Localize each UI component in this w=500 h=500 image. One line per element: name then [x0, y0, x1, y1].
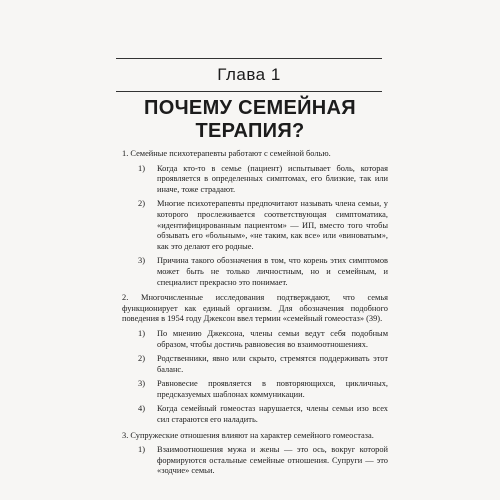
list-item-text: Равновесие проявляется в повторяющихся, цикличных, предсказуемых шаблонах коммуникации. [157, 379, 388, 399]
list-item [122, 256, 388, 288]
list-item-text: Взаимоотношения мужа и жены — это ось, вокруг которой формируются остальные семейные отношения. Супруги — это «зодчие» семьи. [157, 445, 388, 476]
list-item-number: 1) [138, 328, 145, 338]
list-item-text: Когда семейный гомеостаз нарушается, члены семьи изо всех сил стараются его наладить. [157, 404, 388, 425]
list-item [122, 379, 388, 400]
numbered-list [122, 164, 388, 289]
chapter-title-line-2: ТЕРАПИЯ? [195, 120, 305, 142]
section-2 [122, 293, 388, 426]
list-item [122, 404, 388, 425]
section-lead: 3. Супружеские отношения влияют на характер семейного гомеостаза. [122, 430, 374, 440]
list-item-number: 2) [138, 199, 145, 209]
chapter-label: Глава 1 [217, 65, 281, 84]
list-item-number: 3) [138, 256, 145, 266]
section-lead: 1. Семейные психотерапевты работают с семейной болью. [122, 149, 331, 158]
chapter-title-line-1: ПОЧЕМУ СЕМЕЙНАЯ [144, 97, 356, 119]
list-item-text: По мнению Джексона, члены семьи ведут себя подобным образом, чтобы достичь равновесия во взаимоотношениях. [157, 328, 388, 349]
numbered-list [122, 329, 388, 426]
list-item-number: 1) [138, 163, 145, 173]
list-item-number: 2) [138, 354, 145, 364]
list-item [122, 354, 388, 375]
section-1 [122, 149, 388, 288]
list-item-number: 3) [138, 379, 145, 389]
section-lead: 2. Многочисленные исследования подтверждают, что семья функционирует как единый организм. Для обозначения подобного поведения в 1954 году Джексон ввел термин «семейный гомеостаз» (39). [122, 293, 388, 324]
list-item [122, 329, 388, 350]
list-item [122, 164, 388, 196]
list-item-text: Причина такого обозначения в том, что корень этих симптомов может быть не только личностным, но и семейным, и специалист прекрасно это понимает. [157, 256, 388, 287]
chapter-header [116, 58, 382, 92]
section-3 [122, 431, 388, 477]
list-item-text: Родственники, явно или скрыто, стремятся поддерживать этот баланс. [157, 354, 388, 374]
list-item [122, 445, 388, 477]
numbered-list [122, 445, 388, 477]
list-item-text: Многие психотерапевты предпочитают называть члена семьи, у которого прослеживается соответствующая симптоматика, «идентифицированным пациентом» — ИП, вместо того чтобы обзывать его «больным», «не таким, как все» или «виноватым», как это делают его родные. [157, 199, 388, 251]
chapter-title [100, 97, 400, 143]
body-text [122, 149, 388, 482]
list-item-number: 4) [138, 404, 145, 414]
list-item-text: Когда кто-то в семье (пациент) испытывает боль, которая проявляется в определенных симптомах, его близкие, так или иначе, тоже страдают. [157, 163, 388, 194]
list-item [122, 199, 388, 252]
list-item-number: 1) [138, 445, 145, 455]
